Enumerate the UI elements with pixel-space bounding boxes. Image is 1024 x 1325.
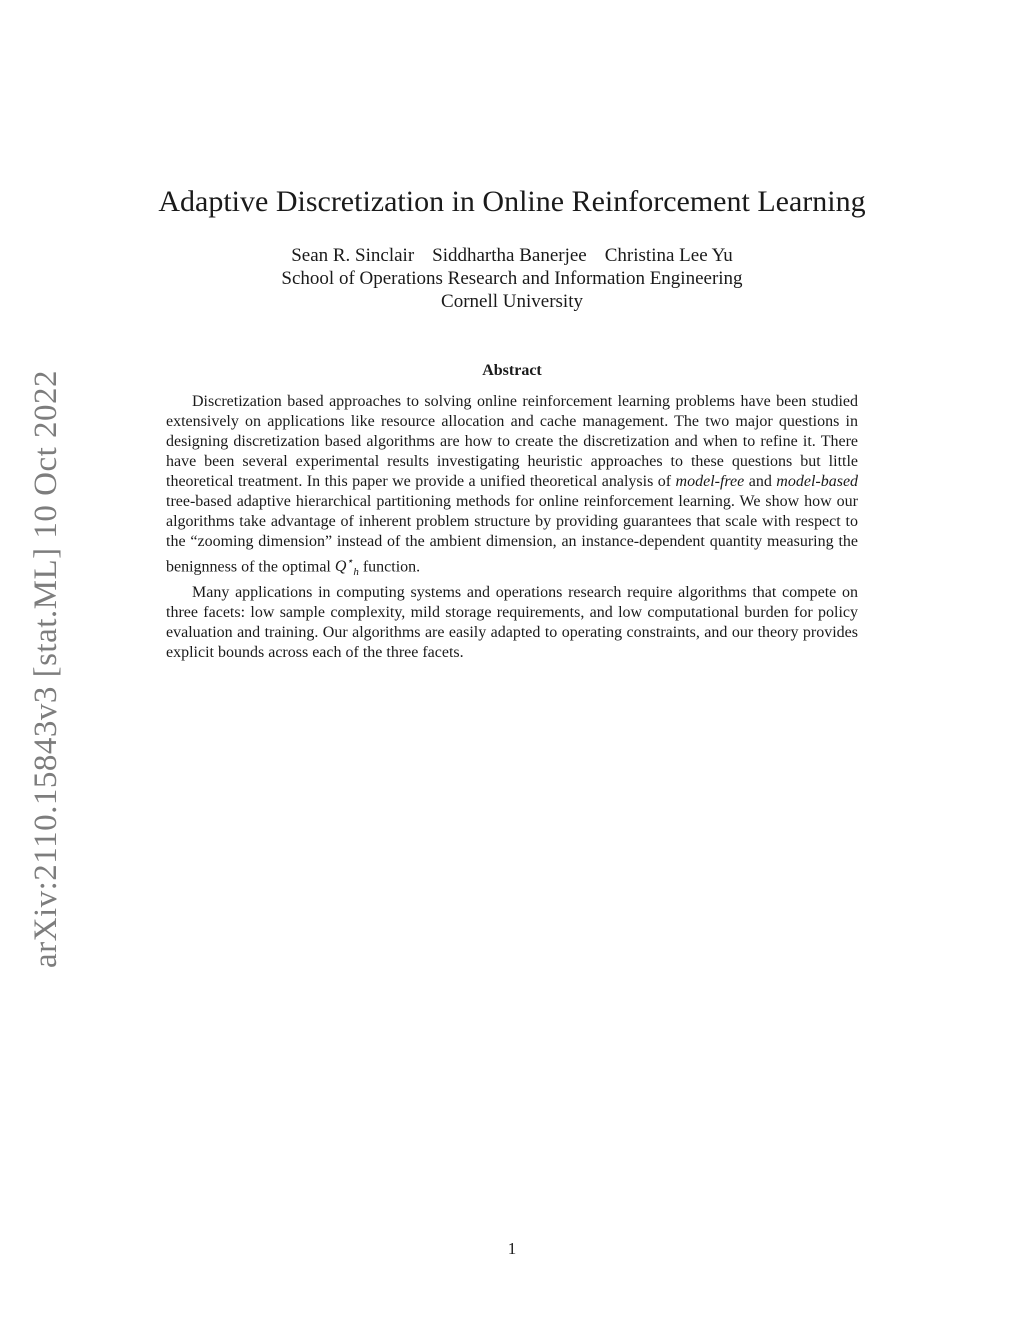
page-number: 1 [507, 1239, 517, 1258]
abstract-emphasis-model-based: model-based [776, 473, 859, 490]
author-names [0, 244, 1024, 267]
math-superscript: ⋆ [346, 556, 354, 568]
abstract-emphasis-model-free: model-free [675, 473, 745, 490]
arxiv-identifier-stamp: arXiv:2110.15843v3 [stat.ML] 10 Oct 2022 [28, 369, 64, 968]
abstract-text: and [748, 473, 772, 490]
abstract-text: function. [362, 558, 421, 576]
math-q-function [334, 556, 359, 579]
abstract-body [166, 392, 858, 663]
math-subscript: h [353, 566, 359, 579]
author-name: Sean R. Sinclair [291, 245, 415, 266]
author-name: Siddhartha Banerjee [432, 245, 587, 266]
author-block [0, 244, 1024, 313]
math-symbol: Q [334, 558, 347, 576]
abstract-text: Discretization based approaches to solving online reinforcement learning problems have been studied extensively on applications like resource allocation and cache management. The two major questions in designing discretization based algorithms are how to create the discretization and when to refine it. There have been several experimental results investigating heuristic approaches to these questions but little theoretical treatment. In this paper we provide a unified theoretical analysis of [166, 393, 858, 490]
paper-title: Adaptive Discretization in Online Reinforcement Learning [158, 185, 866, 218]
abstract-paragraph: Many applications in computing systems and operations research require algorithms that compete on three facets: low sample complexity, mild storage requirements, and low computational burden for policy evaluation and training. Our algorithms are easily adapted to operating constraints, and our theory provides explicit bounds across each of the three facets. [166, 583, 858, 661]
abstract-paragraph [166, 392, 858, 583]
author-affiliation: School of Operations Research and Information Engineering [281, 268, 743, 289]
author-name: Christina Lee Yu [604, 245, 733, 266]
abstract-heading: Abstract [482, 362, 542, 379]
abstract-text: tree-based adaptive hierarchical partitioning methods for online reinforcement learning. We show how our algorithms take advantage of inherent problem structure by providing guarantees that scale with respect to the “zooming dimension” instead of the ambient dimension, an instance-dependent quantity measuring the benignness of the optimal [166, 493, 858, 576]
author-institution: Cornell University [441, 291, 583, 312]
